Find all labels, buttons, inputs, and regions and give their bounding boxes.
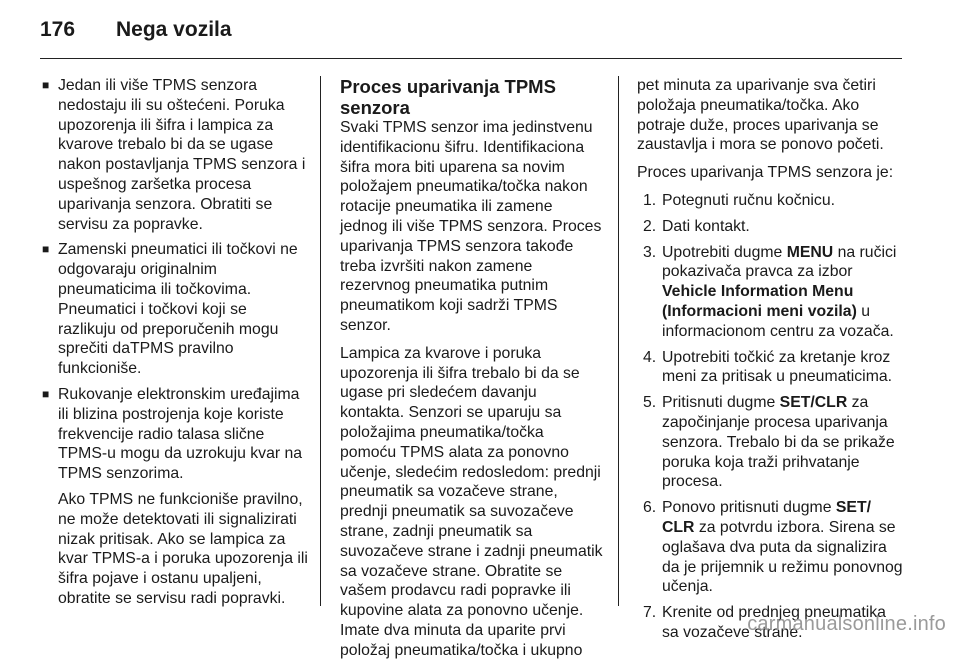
step-number: 4. [643,348,657,366]
paragraph: Svaki TPMS senzor ima jedinstvenu identifikacionu šifru. Identifikaciona šifra mora biti uparena sa novim položajem pneumatika/točka nakon rotacije pneumatika ili zamene jednog ili više TPMS senzora. Proces uparivanja TPMS senzora takođe treba izvršiti nakon zamene rezervnog pneumatika putnim pneumatikom koji sadrži TPMS senzor. [340,119,602,334]
bullet-list [42,76,308,609]
list-item [42,76,308,234]
step-text: za potvrdu izbora. Sirena se oglašava dva puta da signalizira da je prijemnik u režimu ponovnog učenja. [662,518,903,596]
step-text: Upotrebiti dugme [662,243,787,261]
step-item [637,191,905,211]
step-item [637,393,905,492]
step-text: Krenite od prednjeg pneumatika sa vozačeve strane. [662,604,886,641]
menu-name: Vehicle Information Menu (Informacioni meni vozila) [662,283,857,320]
step-number: 7. [643,604,657,622]
step-item [637,217,905,237]
step-text: Dati kontakt. [662,217,750,235]
set-clr-button-label: SET/ CLR [662,499,871,536]
page-title: Nega vozila [116,18,232,41]
bullet-text: Jedan ili više TPMS senzora nedostaju ili su oštećeni. Poruka upozorenja ili šifra i lampica za kvarove trebalo bi da se ugase nakon postavljanja TPMS senzora i uspešnog zaršetka procesa uparivanja senzora. Obratiti se servisu za popravke. [58,77,306,233]
bullet-square-icon: ■ [42,242,50,257]
bullet-paragraph: Ako TPMS ne funkcioniše pravilno, ne može detektovati ili signalizirati nizak pritisak. Ako se lampica za kvar TPMS-a i poruka upozorenja ili šifra pojave i ostanu upaljeni, obratite se servisu radi popravki. [58,490,308,607]
column-3 [637,76,905,649]
bullet-square-icon: ■ [42,386,50,401]
step-text: Potegnuti ručnu kočnicu. [662,191,835,209]
page-header [40,18,232,42]
column-divider [320,76,321,606]
column-1 [42,76,308,615]
paragraph: pet minuta za uparivanje sva četiri položaja pneumatika/točka. Ako potraje duže, proces uparivanja se zaustavlja i mora se ponovo početi. [637,77,884,154]
step-text: Ponovo pritisnuti dugme [662,499,836,517]
step-number: 1. [643,191,657,209]
bullet-text: Rukovanje elektronskim uređajima ili blizina postrojenja koje koriste frekvencije radio talasa slične TPMS-u mogu da uzrokuju kvar na TPMS senzorima. [58,385,303,483]
header-rule [40,58,902,59]
step-number: 3. [643,243,657,261]
step-text: na ručici pokazivača pravca za izbor [662,243,897,281]
step-item [637,498,905,597]
set-clr-button-label: SET/CLR [779,394,848,412]
step-number: 2. [643,217,657,235]
menu-button-label: MENU [786,243,834,261]
step-text: Upotrebiti točkić za kretanje kroz meni za pritisak u pneumaticima. [662,348,893,386]
paragraph: Lampica za kvarove i poruka upozorenja ili šifra trebalo bi da se ugase pri sledećem davanju kontakta. Senzori se uparuju sa položajima pneumatika/točka pomoću TPMS alata za ponovno učenje, sledećim redosledom: prednji pneumatik sa vozačeve strane, prednji pneumatik sa suvozačeve strane, zadnji pneumatik sa suvozačeve strane i zadnji pneumatik sa vozačeve strane. Obratite se vašem prodavcu radi popravke ili kupovine alata za ponovno učenje. Imate dva minuta da uparite prvi položaj pneumatika/točka i ukupno [340,344,603,659]
paragraph: Proces uparivanja TPMS senzora je: [637,164,894,182]
steps-list [637,191,905,643]
bullet-text: Zamenski pneumatici ili točkovi ne odgovaraju originalnim pneumaticima ili točkovima. Pneumatici i točkovi koji se razlikuju od preporučenih mogu sprečiti daTPMS pravilno funkcioniše. [58,241,298,378]
watermark: carmanualsonline.info [747,613,946,635]
step-item [637,348,905,388]
step-number: 6. [643,499,657,517]
page-number: 176 [40,18,76,41]
list-item [42,240,308,379]
section-title: Proces uparivanja TPMS senzora [340,76,556,118]
step-item [637,243,905,342]
step-text: za započinjanje procesa uparivanja senzora. Trebalo bi da se prikaže poruka koja traži prihvatanje procesa. [662,394,895,491]
list-item [42,385,308,609]
step-text: Pritisnuti dugme [662,394,780,412]
column-2 [340,76,604,669]
bullet-square-icon: ■ [42,78,50,92]
column-divider [618,76,619,606]
step-text: u informacionom centru za vozača. [662,302,894,340]
step-number: 5. [643,394,657,412]
